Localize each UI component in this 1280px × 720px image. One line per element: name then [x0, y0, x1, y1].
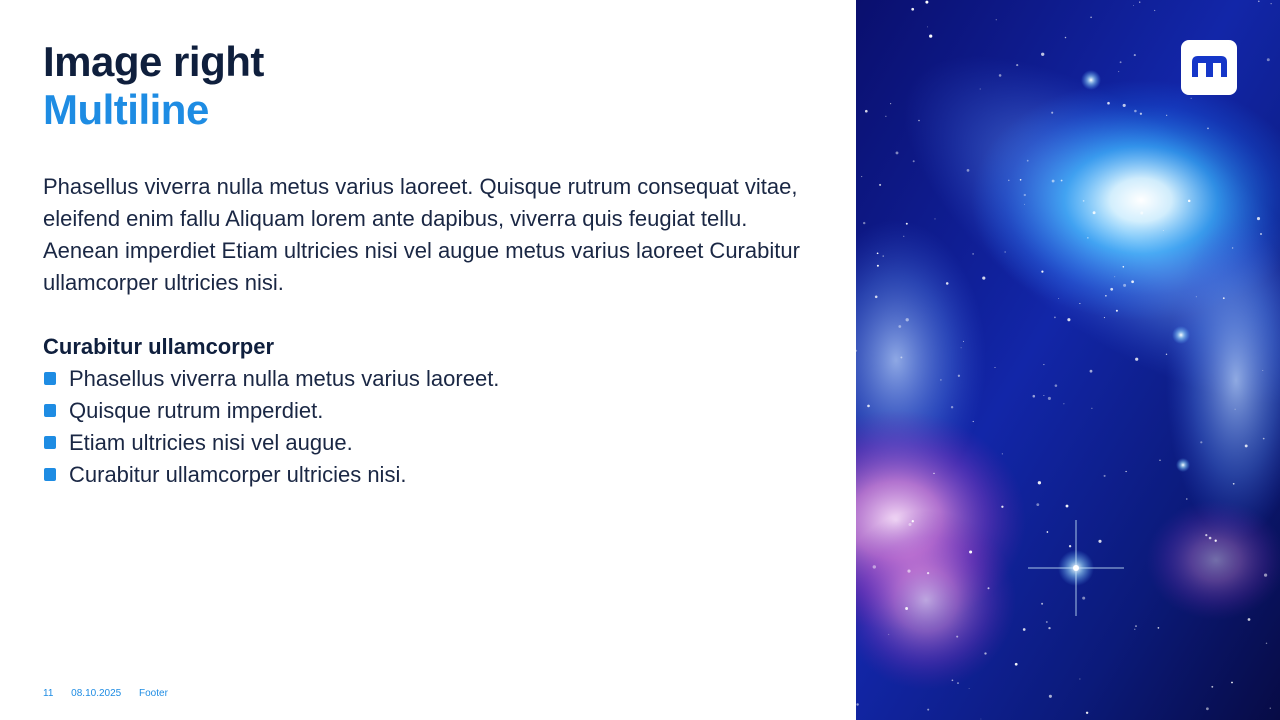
bullet-square-icon: [44, 436, 56, 449]
slide-title: Image right: [43, 38, 264, 85]
section-heading: Curabitur ullamcorper: [43, 334, 275, 359]
slide-subtitle: Multiline: [43, 86, 209, 133]
galaxy-image: [856, 0, 1280, 720]
bullet-text: Quisque rutrum imperdiet.: [69, 398, 324, 423]
bullet-text: Curabitur ullamcorper ultricies nisi.: [69, 462, 407, 487]
bullet-text: Phasellus viverra nulla metus varius laoreet.: [69, 366, 500, 391]
bullet-item: [43, 427, 499, 459]
body-paragraph: Phasellus viverra nulla metus varius laoreet. Quisque rutrum consequat vitae, eleifend enim fallu Aliquam lorem ante dapibus, viverra quis feugiat tellu. Aenean imperdiet Etiam ultricies nisi vel augue metus varius laoreet Curabitur ullamcorper ultricies nisi.: [43, 174, 800, 295]
footer-text: Footer: [139, 688, 168, 699]
page-number: 11: [43, 688, 54, 699]
bullet-item: [43, 459, 499, 491]
bullet-text: Etiam ultricies nisi vel augue.: [69, 430, 353, 455]
brand-logo-icon: [1181, 40, 1237, 95]
bullet-item: [43, 395, 499, 427]
bullet-list: [43, 363, 499, 491]
bullet-item: [43, 363, 499, 395]
bullet-square-icon: [44, 372, 56, 385]
bullet-square-icon: [44, 404, 56, 417]
title-block: [43, 38, 264, 134]
bullet-square-icon: [44, 468, 56, 481]
footer-date: 08.10.2025: [71, 688, 122, 699]
footer: [43, 687, 183, 701]
